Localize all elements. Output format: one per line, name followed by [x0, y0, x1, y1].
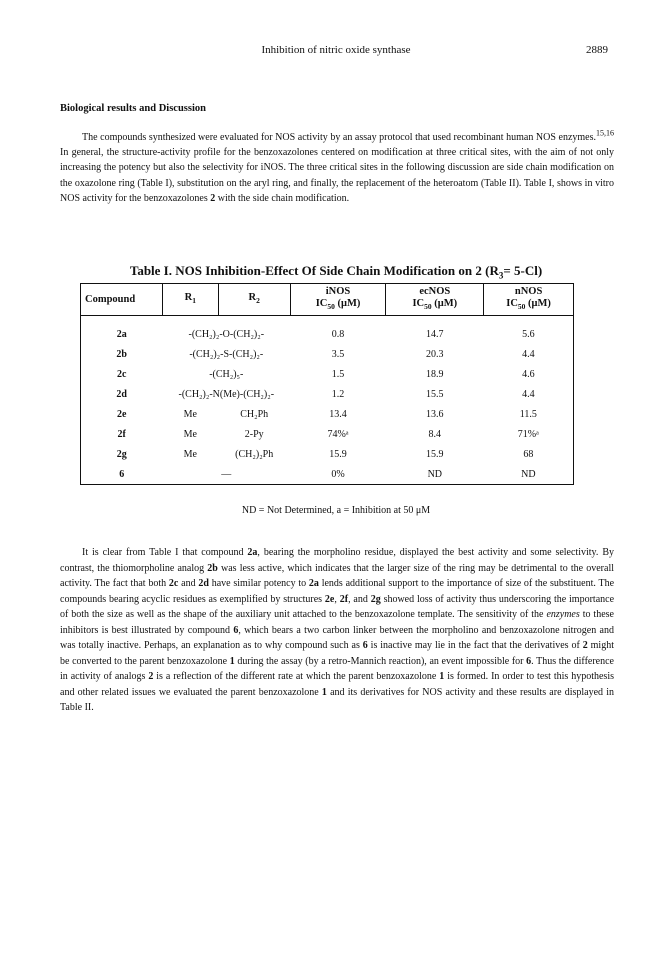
table-row — [81, 424, 574, 444]
cell-r1r2: -(CH₂)₂-S-(CH₂)₂- — [189, 348, 264, 360]
text-run: showed loss of activity thus underscoring the importance of both the size as well as the shape of the auxiliary unit attached to the benzoxazolone template. The sensitivity of the — [60, 593, 615, 620]
header-r1: $R_1$ — [162, 284, 218, 316]
text-run: is a reflection of the different rate at which the parent benzoxazolone — [153, 671, 440, 682]
cell-compound: 2f — [117, 428, 126, 440]
compound-ref: 6 — [362, 640, 368, 651]
cell-compound: 2e — [116, 408, 127, 420]
compound-ref: 6 — [233, 624, 239, 636]
text-run: during the assay (by a retro-Mannich reaction), an event impossible for — [234, 655, 527, 667]
running-title: Inhibition of nitric oxide synthase — [261, 44, 411, 56]
cell-ecnos: 20.3 — [426, 348, 444, 360]
cell-nnos: 4.4 — [522, 388, 535, 400]
nos-inhibition-table — [80, 283, 574, 485]
compound-ref: 6 — [526, 655, 532, 667]
header-nnos: nNOS $IC_{50}$ (μM) — [484, 284, 574, 316]
compound-ref: 2g — [370, 593, 381, 605]
caption-text-end: = 5-Cl) — [503, 263, 543, 278]
cell-nnos: 4.6 — [522, 368, 535, 380]
header-inos: iNOS $IC_{50}$ (μM) — [290, 284, 386, 316]
text-run: In general, the structure-activity profile for the benzoxazolones centered on modification at three critical sites, with the aim of not only increasing the potency but also the selectivity for iNOS. The three critical sites in the following discussion are side chain modification on the oxazolone ring (Table I), substitution on the aryl ring, and finally, the replacement of the heteroatom (Table II). Table I, shows in vitro NOS activity for the benzoxazolones — [60, 147, 614, 204]
table-header-row — [81, 284, 574, 316]
header-ecnos: ecNOS $IC_{50}$ (μM) — [386, 284, 484, 316]
table-row — [81, 444, 574, 464]
table-row — [81, 404, 574, 424]
cell-compound: 2c — [116, 368, 127, 380]
cell-compound: 2b — [116, 348, 127, 360]
cell-compound: 2a — [116, 328, 127, 340]
compound-ref: 1 — [229, 655, 235, 667]
cell-ecnos: 15.5 — [426, 388, 444, 400]
cell-inos: 13.4 — [329, 408, 347, 420]
cell-r1r2: -(CH₂)₂-O-(CH₂)₂- — [188, 328, 265, 340]
cell-nnos: 5.6 — [522, 328, 535, 340]
text-run: might be converted to the parent benzoxazolone — [60, 640, 614, 667]
header-compound: Compound — [81, 284, 163, 316]
cell-inos: 0.8 — [331, 328, 345, 340]
table-row — [81, 344, 574, 364]
cell-r2: (CH₂)₂Ph — [235, 448, 274, 460]
caption-text: Table I. NOS Inhibition-Effect Of Side Chain Modification on 2 (R — [129, 263, 499, 278]
cell-inos: 1.5 — [331, 368, 345, 380]
page-number: 2889 — [586, 44, 608, 56]
cell-nnos: 11.5 — [519, 408, 537, 420]
table-footnote: ND = Not Determined, a = Inhibition at 50 μM — [241, 505, 431, 516]
cell-nnos: 4.4 — [522, 348, 535, 360]
compound-ref: 1 — [321, 686, 327, 698]
text-run: have similar potency to — [208, 578, 309, 589]
cell-r1r2: — — [221, 468, 232, 480]
italic-term: enzymes — [546, 609, 580, 620]
cell-compound: 6 — [119, 468, 125, 480]
text-run: with the side chain modification. — [215, 192, 350, 204]
cell-nnos: 71%ᵃ — [517, 428, 539, 440]
cell-ecnos: 18.9 — [426, 368, 444, 380]
text-run: . Thus the difference in activity of analogs — [60, 655, 614, 682]
cell-inos: 3.5 — [331, 348, 345, 360]
compound-ref: 2c — [168, 578, 179, 589]
compound-ref: 2d — [198, 578, 209, 589]
compound-ref: 2b — [207, 562, 218, 574]
cell-ecnos: ND — [427, 468, 443, 480]
text-run: The compounds synthesized were evaluated for NOS activity by an assay protocol that used recombinant human NOS enzymes. — [82, 132, 596, 143]
text-run: It is clear from Table I that compound — [82, 547, 248, 558]
section-heading: Biological results and Discussion — [60, 103, 206, 114]
text-run: , — [334, 593, 340, 605]
compound-ref: 2a — [247, 547, 258, 558]
paragraph-discussion — [60, 545, 614, 716]
cell-inos: 74%ᵃ — [327, 428, 349, 440]
compound-ref: 2e — [324, 593, 335, 605]
text-run: to these inhibitors is best illustrated by compound — [60, 609, 614, 636]
text-run: , which bears a two carbon linker between the morpholino and benzoxazolone nitrogen and was totally inactive. Perhaps, an explanation as to why compound such as — [60, 624, 614, 651]
compound-ref: 2f — [339, 593, 349, 605]
paragraph-intro — [60, 130, 614, 206]
compound-ref: 2a — [308, 578, 319, 589]
cell-ecnos: 14.7 — [426, 328, 444, 340]
table-caption — [0, 263, 672, 281]
table-row — [81, 464, 574, 485]
table-row — [81, 384, 574, 404]
cell-compound: 2d — [116, 388, 127, 400]
header-r2: $R_2$ — [218, 284, 290, 316]
cell-compound: 2g — [116, 448, 127, 460]
cell-r1: Me — [183, 428, 197, 440]
compound-ref: 2 — [210, 192, 216, 204]
compound-ref: 2 — [582, 640, 588, 651]
table-row — [81, 364, 574, 384]
cell-r2: CH₂Ph — [240, 408, 269, 420]
caption-subscript: 3 — [498, 270, 504, 281]
text-run: , bearing the morpholino residue, displayed the best activity and some selectivity. By contrast, the thiomorpholine analog — [60, 547, 614, 574]
cell-r2: 2-Py — [244, 428, 264, 440]
text-run: was less active, which indicates that the larger size of the ring may be detrimental to the overall activity. The fact that both — [60, 562, 614, 589]
text-run: and — [178, 578, 199, 589]
cell-ecnos: 15.9 — [426, 448, 444, 460]
compound-ref: 1 — [439, 671, 445, 682]
cell-r1: Me — [183, 408, 197, 420]
cell-inos: 0% — [331, 468, 345, 480]
cell-nnos: ND — [521, 468, 536, 480]
cell-inos: 15.9 — [329, 448, 347, 460]
cell-r1: Me — [183, 448, 197, 460]
text-run: is formed. In order to test this hypothesis and other related issues we evaluated the parent benzoxazolone — [60, 671, 614, 698]
cell-ecnos: 8.4 — [428, 428, 442, 440]
table-row — [81, 316, 574, 345]
text-run: , and — [348, 593, 371, 605]
cell-r1r2: -(CH₂)₅- — [209, 368, 244, 380]
text-run: and its derivatives for NOS activity and these results are displayed in Table II. — [60, 686, 614, 713]
cell-r1r2: -(CH₂)₂-N(Me)-(CH₂)₂- — [178, 388, 275, 400]
compound-ref: 2 — [148, 671, 154, 682]
text-run: is inactive may lie in the fact that the derivatives of — [367, 640, 583, 651]
reference-citation: 15,16 — [596, 128, 614, 138]
cell-nnos: 68 — [523, 448, 534, 460]
text-run: lends additional support to the importance of size of the substituent. The compounds bearing acyclic residues as exemplified by structures — [60, 578, 615, 605]
cell-inos: 1.2 — [331, 388, 345, 400]
cell-ecnos: 13.6 — [426, 408, 444, 420]
